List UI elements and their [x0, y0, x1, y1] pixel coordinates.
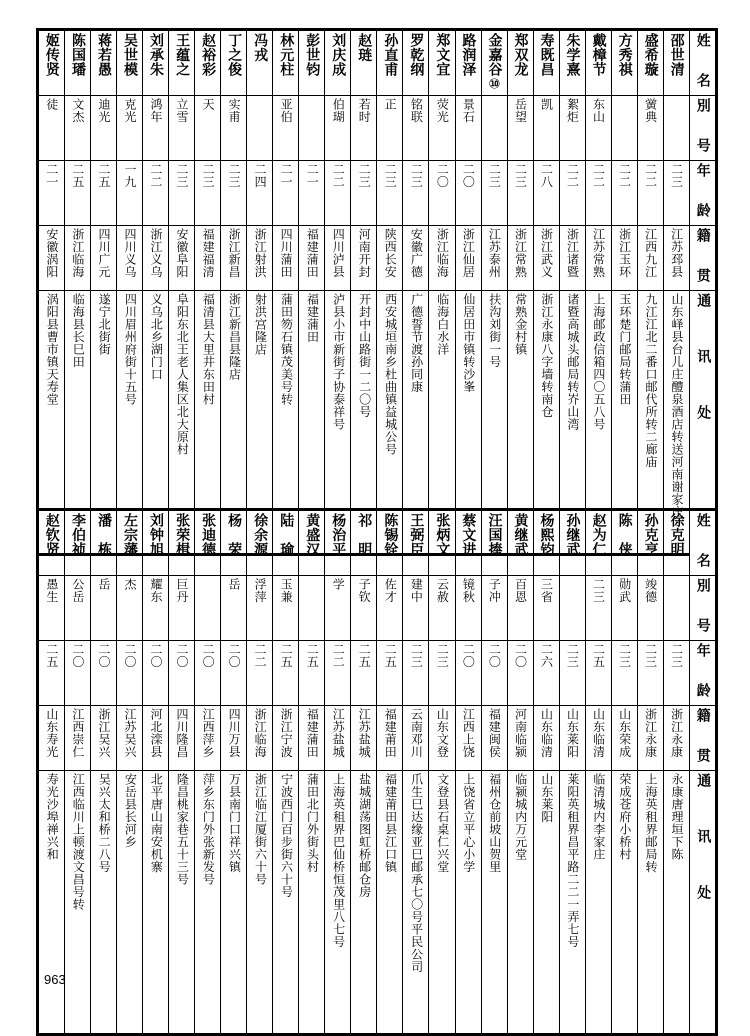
cell-alias: 百恩 [507, 576, 533, 641]
column-header-alias: 別 号 [689, 576, 715, 641]
cell-address: 临海白水洋 [429, 291, 455, 554]
cell-age: 二五 [299, 641, 325, 706]
cell-address: 隆昌桃家巷五十三号 [169, 771, 195, 1034]
cell-address: 西安城垣南乡杜曲镇益城公号 [377, 291, 403, 554]
cell-name: 张迪德 [195, 511, 221, 576]
cell-age: 二六 [533, 641, 559, 706]
cell-age: 二三 [403, 641, 429, 706]
roster-table [38, 510, 716, 1034]
cell-age: 二五 [585, 641, 611, 706]
cell-alias: 浮萍 [247, 576, 273, 641]
cell-age: 二〇 [429, 161, 455, 226]
table-row-name [39, 511, 716, 576]
cell-name: 汪国捧 [481, 511, 507, 576]
cell-origin: 浙江诸暨 [559, 226, 585, 291]
cell-alias: 公岳 [65, 576, 91, 641]
cell-address: 玉环楚门邮局转蒲田 [611, 291, 637, 554]
cell-address: 福建莆田县江口镇 [377, 771, 403, 1034]
cell-address: 江西临川上顿渡文昌号转 [65, 771, 91, 1034]
cell-address: 仙居田市镇转沙峯 [455, 291, 481, 554]
cell-origin: 河南开封 [351, 226, 377, 291]
cell-origin: 陕西长安 [377, 226, 403, 291]
cell-origin: 云南邓川 [403, 706, 429, 771]
cell-address: 福清县大里井东田村 [195, 291, 221, 554]
cell-age: 二五 [65, 161, 91, 226]
cell-address: 诸暨高城头邮局转岕山湾 [559, 291, 585, 554]
cell-age: 二三 [403, 161, 429, 226]
cell-age: 二〇 [195, 641, 221, 706]
cell-address: 宁波西门百步街六十号 [273, 771, 299, 1034]
table-row-alias [39, 576, 716, 641]
cell-name: 黄盛汉 [299, 511, 325, 576]
cell-origin: 福建蒲田 [299, 706, 325, 771]
cell-address: 山东峄县台儿庄醴泉酒店转送河南谢家庄 [663, 291, 689, 554]
cell-age: 二四 [247, 161, 273, 226]
cell-alias [481, 96, 507, 161]
cell-age: 二三 [663, 641, 689, 706]
cell-name: 杨 荣 [221, 511, 247, 576]
cell-age: 二二 [611, 161, 637, 226]
cell-origin: 江苏泰州 [481, 226, 507, 291]
cell-origin: 江西崇仁 [65, 706, 91, 771]
cell-origin: 浙江仙居 [455, 226, 481, 291]
cell-origin: 河北滦县 [143, 706, 169, 771]
cell-address: 福州仓前坡山贺里 [481, 771, 507, 1034]
cell-age: 二二 [247, 641, 273, 706]
cell-name: 赵为仁 [585, 511, 611, 576]
cell-alias: 迪光 [91, 96, 117, 161]
cell-alias [299, 576, 325, 641]
cell-origin: 四川万县 [221, 706, 247, 771]
cell-address: 遂宁北街街 [91, 291, 117, 554]
cell-alias: 镜秋 [455, 576, 481, 641]
cell-name: 黄继武 [507, 511, 533, 576]
cell-origin: 浙江临海 [247, 706, 273, 771]
column-header-origin: 籍 贯 [689, 226, 715, 291]
cell-origin: 浙江玉环 [611, 226, 637, 291]
cell-origin: 福建福清 [195, 226, 221, 291]
cell-alias [611, 96, 637, 161]
cell-age: 二五 [351, 641, 377, 706]
cell-age: 二三 [507, 161, 533, 226]
cell-age: 二五 [377, 641, 403, 706]
cell-alias [195, 576, 221, 641]
roster-table [38, 30, 716, 554]
cell-age: 二三 [429, 641, 455, 706]
cell-age: 二〇 [481, 641, 507, 706]
cell-alias: 三省 [533, 576, 559, 641]
cell-address: 临颍城内万元堂 [507, 771, 533, 1034]
cell-alias: 絮炬 [559, 96, 585, 161]
column-header-name: 姓 名 [689, 31, 715, 96]
cell-alias: 杰 [117, 576, 143, 641]
cell-name: 杨治平 [325, 511, 351, 576]
cell-alias [299, 96, 325, 161]
cell-age: 一九 [117, 161, 143, 226]
cell-name: 陈国璠 [65, 31, 91, 96]
cell-age: 二三 [195, 161, 221, 226]
cell-name: 李伯祯 [65, 511, 91, 576]
cell-origin: 浙江永康 [637, 706, 663, 771]
cell-name: 方秀祺 [611, 31, 637, 96]
cell-origin: 江西上饶 [455, 706, 481, 771]
cell-name: 杨熙钧 [533, 511, 559, 576]
cell-age: 二二 [637, 161, 663, 226]
cell-age: 二八 [533, 161, 559, 226]
cell-age: 二三 [663, 161, 689, 226]
cell-alias: 佐才 [377, 576, 403, 641]
cell-name: 刘庆成 [325, 31, 351, 96]
cell-name: 郑双龙 [507, 31, 533, 96]
cell-alias: 实甫 [221, 96, 247, 161]
cell-address: 临清城内李家庄 [585, 771, 611, 1034]
cell-address: 常熟金村镇 [507, 291, 533, 554]
cell-address: 荣成苍府小桥村 [611, 771, 637, 1034]
cell-origin: 山东寿光 [39, 706, 65, 771]
cell-origin: 江苏邳县 [663, 226, 689, 291]
cell-age: 二一 [273, 161, 299, 226]
cell-address: 安岳县长河乡 [117, 771, 143, 1034]
cell-origin: 山东临清 [585, 706, 611, 771]
cell-name: 蔡文进 [455, 511, 481, 576]
column-header-age: 年 龄 [689, 161, 715, 226]
cell-origin: 四川广元 [91, 226, 117, 291]
cell-alias: 勋武 [611, 576, 637, 641]
cell-name: 丁之俊 [221, 31, 247, 96]
table-row-alias [39, 96, 716, 161]
cell-origin: 浙江宁波 [273, 706, 299, 771]
page-number: 963 [44, 972, 66, 987]
cell-origin: 浙江常熟 [507, 226, 533, 291]
cell-name: 王蕴之 [169, 31, 195, 96]
cell-name: 姬传贤 [39, 31, 65, 96]
cell-alias: 若时 [351, 96, 377, 161]
cell-age: 二三 [377, 161, 403, 226]
cell-alias: 竣德 [637, 576, 663, 641]
cell-alias: 天 [195, 96, 221, 161]
cell-name: 张荣楫 [169, 511, 195, 576]
cell-address: 射洪宫隆店 [247, 291, 273, 554]
column-header-address: 通 讯 处 [689, 291, 715, 554]
cell-origin: 四川泸县 [325, 226, 351, 291]
cell-age: 二一 [39, 161, 65, 226]
cell-name: 赵裕彩 [195, 31, 221, 96]
cell-alias: 耀东 [143, 576, 169, 641]
cell-alias: 荧光 [429, 96, 455, 161]
cell-name: 赵钦贤 [39, 511, 65, 576]
cell-origin: 浙江新昌 [221, 226, 247, 291]
cell-alias: 黉典 [637, 96, 663, 161]
cell-name: 王弼臣 [403, 511, 429, 576]
cell-age: 二〇 [455, 161, 481, 226]
cell-alias: 云赦 [429, 576, 455, 641]
cell-origin: 江西萍乡 [195, 706, 221, 771]
cell-address: 山东莱阳 [533, 771, 559, 1034]
cell-name: 冯戎 [247, 31, 273, 96]
cell-address: 四川眉州府街十五号 [117, 291, 143, 554]
cell-name: 罗乾纲 [403, 31, 429, 96]
table-row-age [39, 161, 716, 226]
cell-name: 孙克亨 [637, 511, 663, 576]
cell-alias: 正 [377, 96, 403, 161]
cell-origin: 安徽涡阳 [39, 226, 65, 291]
cell-address: 永康唐理垣下陈 [663, 771, 689, 1034]
cell-alias: 岳望 [507, 96, 533, 161]
cell-alias: 岳 [91, 576, 117, 641]
cell-alias [663, 576, 689, 641]
cell-address: 福建蒲田 [299, 291, 325, 554]
cell-origin: 福建闽侯 [481, 706, 507, 771]
cell-name: 郑文宜 [429, 31, 455, 96]
cell-alias: 二三 [585, 576, 611, 641]
cell-alias: 子冲 [481, 576, 507, 641]
cell-name: 祁 明 [351, 511, 377, 576]
cell-alias: 徒 [39, 96, 65, 161]
cell-alias: 伯瑚 [325, 96, 351, 161]
cell-origin: 江苏常熟 [585, 226, 611, 291]
cell-origin: 浙江临海 [429, 226, 455, 291]
cell-age: 二五 [273, 641, 299, 706]
cell-address: 蒲田北门外街头村 [299, 771, 325, 1034]
cell-address: 阜阳东北王老人集区北大原村 [169, 291, 195, 554]
cell-name: 陆 瑜 [273, 511, 299, 576]
cell-alias [663, 96, 689, 161]
cell-name: 邵世清 [663, 31, 689, 96]
cell-address: 寿光沙埠禅兴和 [39, 771, 65, 1034]
cell-address: 临海县长巳田 [65, 291, 91, 554]
cell-address: 萍乡东门外张新发号 [195, 771, 221, 1034]
cell-address: 莱阳英租界昌平路二二一弄七号 [559, 771, 585, 1034]
cell-name: 孙直甫 [377, 31, 403, 96]
cell-age: 二〇 [221, 641, 247, 706]
cell-alias: 克光 [117, 96, 143, 161]
column-header-name: 姓 名 [689, 511, 715, 576]
cell-name: 蒋若愚 [91, 31, 117, 96]
cell-origin: 安徽阜阳 [169, 226, 195, 291]
cell-alias: 东山 [585, 96, 611, 161]
cell-name: 刘钟旭 [143, 511, 169, 576]
cell-name: 赵琏 [351, 31, 377, 96]
cell-origin: 浙江射洪 [247, 226, 273, 291]
table-row-name [39, 31, 716, 96]
cell-origin: 浙江永康 [663, 706, 689, 771]
cell-address: 上海英租界邮局转 [637, 771, 663, 1034]
cell-origin: 四川义乌 [117, 226, 143, 291]
cell-age: 二五 [39, 641, 65, 706]
cell-name: 彭世钧 [299, 31, 325, 96]
cell-name: 左宗藩 [117, 511, 143, 576]
cell-address: 吴兴太和桥二八号 [91, 771, 117, 1034]
cell-age: 二三 [611, 641, 637, 706]
cell-address: 九江江北二番口邮代所转二廊庙 [637, 291, 663, 554]
cell-address: 上海英租界巴仙桥恒茂里八七号 [325, 771, 351, 1034]
cell-origin: 河南临颍 [507, 706, 533, 771]
cell-origin: 江西九江 [637, 226, 663, 291]
column-header-origin: 籍 贯 [689, 706, 715, 771]
cell-name: 盛希璇 [637, 31, 663, 96]
cell-name: 陈锡铨 [377, 511, 403, 576]
cell-address: 盐城湖荡图虹桥邮仓房 [351, 771, 377, 1034]
cell-address: 上海邮政信箱四〇五八号 [585, 291, 611, 554]
cell-age: 二五 [91, 161, 117, 226]
cell-age: 二〇 [169, 641, 195, 706]
cell-alias: 岳 [221, 576, 247, 641]
cell-alias: 鸿年 [143, 96, 169, 161]
cell-alias [559, 576, 585, 641]
cell-origin: 福建蒲田 [299, 226, 325, 291]
cell-name: 金嘉谷⑩ [481, 31, 507, 96]
cell-origin: 山东荣成 [611, 706, 637, 771]
cell-origin: 浙江临海 [65, 226, 91, 291]
cell-origin: 四川隆昌 [169, 706, 195, 771]
cell-alias: 凯 [533, 96, 559, 161]
cell-age: 二〇 [65, 641, 91, 706]
cell-name: 林元柱 [273, 31, 299, 96]
cell-name: 路润泽 [455, 31, 481, 96]
cell-alias: 愚生 [39, 576, 65, 641]
cell-address: 文登县石桌仁兴堂 [429, 771, 455, 1034]
cell-origin: 山东临清 [533, 706, 559, 771]
cell-age: 二二 [325, 161, 351, 226]
cell-address: 开封中山路街一二〇号 [351, 291, 377, 554]
roster-table-bottom [36, 508, 718, 1036]
cell-alias: 玉兼 [273, 576, 299, 641]
cell-address: 蒲田笏石镇茂美号转 [273, 291, 299, 554]
cell-origin: 四川蒲田 [273, 226, 299, 291]
cell-origin: 浙江武义 [533, 226, 559, 291]
column-header-age: 年 龄 [689, 641, 715, 706]
cell-age: 二三 [481, 161, 507, 226]
cell-address: 上饶省立平心小学 [455, 771, 481, 1034]
column-header-alias: 別 号 [689, 96, 715, 161]
cell-address: 广德誓节渡孙同康 [403, 291, 429, 554]
cell-address: 泸县小市新街子协泰祥号 [325, 291, 351, 554]
table-row-address [39, 771, 716, 1034]
cell-alias: 建中 [403, 576, 429, 641]
cell-origin: 浙江义乌 [143, 226, 169, 291]
cell-name: 徐余源 [247, 511, 273, 576]
cell-age: 二二 [325, 641, 351, 706]
cell-name: 陈 侠 [611, 511, 637, 576]
column-header-address: 通 讯 处 [689, 771, 715, 1034]
cell-alias: 学 [325, 576, 351, 641]
cell-age: 二二 [585, 161, 611, 226]
cell-age: 二〇 [507, 641, 533, 706]
cell-address: 浙江临江厦街六十号 [247, 771, 273, 1034]
table-row-origin [39, 226, 716, 291]
cell-name: 孙继武 [559, 511, 585, 576]
cell-name: 戴樟节 [585, 31, 611, 96]
cell-address: 爪生巳达缘亚巳邮承七〇号平民公司 [403, 771, 429, 1034]
cell-alias: 铭联 [403, 96, 429, 161]
cell-address: 北平唐山南安机寨 [143, 771, 169, 1034]
cell-alias: 景石 [455, 96, 481, 161]
cell-alias: 亚伯 [273, 96, 299, 161]
cell-name: 朱学熹 [559, 31, 585, 96]
cell-address: 涡阳县曹市镇天寿堂 [39, 291, 65, 554]
cell-alias: 巨丹 [169, 576, 195, 641]
cell-alias [247, 96, 273, 161]
cell-origin: 江苏盐城 [351, 706, 377, 771]
cell-alias: 文杰 [65, 96, 91, 161]
roster-table-top [36, 28, 718, 556]
cell-age: 二三 [221, 161, 247, 226]
cell-age: 二〇 [455, 641, 481, 706]
cell-origin: 江苏盐城 [325, 706, 351, 771]
cell-name: 寿既昌 [533, 31, 559, 96]
cell-origin: 福建莆田 [377, 706, 403, 771]
cell-age: 二〇 [117, 641, 143, 706]
cell-age: 二〇 [143, 641, 169, 706]
cell-address: 万县南门口祥兴镇 [221, 771, 247, 1034]
cell-name: 吴世模 [117, 31, 143, 96]
cell-address: 义乌北乡湖门口 [143, 291, 169, 554]
cell-alias: 立雪 [169, 96, 195, 161]
cell-origin: 江苏吴兴 [117, 706, 143, 771]
cell-age: 二三 [637, 641, 663, 706]
table-row-origin [39, 706, 716, 771]
cell-age: 二三 [169, 161, 195, 226]
cell-origin: 安徽广德 [403, 226, 429, 291]
cell-age: 二二 [143, 161, 169, 226]
cell-name: 刘承朱 [143, 31, 169, 96]
cell-address: 浙江新昌县隆店 [221, 291, 247, 554]
cell-age: 二〇 [91, 641, 117, 706]
cell-origin: 山东文登 [429, 706, 455, 771]
cell-alias: 子钦 [351, 576, 377, 641]
cell-name: 徐克明 [663, 511, 689, 576]
cell-address: 扶沟刘街一号 [481, 291, 507, 554]
cell-origin: 山东莱阳 [559, 706, 585, 771]
cell-name: 张炳文 [429, 511, 455, 576]
cell-age: 二二 [559, 161, 585, 226]
table-row-age [39, 641, 716, 706]
cell-address: 浙江永康八字墙转南仓 [533, 291, 559, 554]
cell-age: 二三 [559, 641, 585, 706]
cell-age: 二三 [351, 161, 377, 226]
cell-origin: 浙江吴兴 [91, 706, 117, 771]
cell-age: 二一 [299, 161, 325, 226]
cell-name: 潘 栋 [91, 511, 117, 576]
